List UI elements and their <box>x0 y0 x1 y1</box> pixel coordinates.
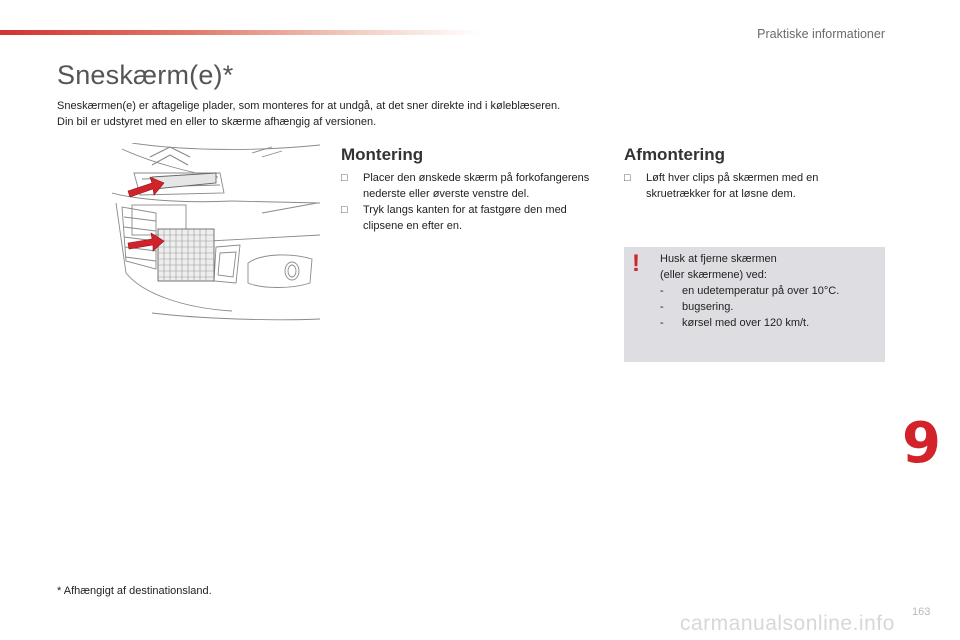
page-title: Sneskærm(e)* <box>57 60 234 90</box>
snow-screen-upper <box>152 173 216 189</box>
warning-item: - bugsering. <box>660 301 734 313</box>
exclamation-icon: ! <box>632 250 640 277</box>
warning-item-text: kørsel med over 120 km/t. <box>682 317 810 329</box>
chapter-number: 9 <box>902 411 941 476</box>
warning-item: - en udetemperatur på over 10°C. <box>660 285 840 297</box>
checkbox-icon: □ <box>341 172 348 184</box>
section-title-montering: Montering <box>341 145 424 164</box>
car-front-illustration <box>112 143 320 321</box>
header-section-title: Praktiske informationer <box>757 27 885 41</box>
intro-text <box>57 98 560 130</box>
warning-box <box>624 247 885 362</box>
watermark: carmanualsonline.info <box>680 612 895 635</box>
warning-text <box>660 251 839 331</box>
warning-item: - kørsel med over 120 km/t. <box>660 317 810 329</box>
warning-line: Husk at fjerne skærmen <box>660 253 777 265</box>
warning-line: (eller skærmene) ved: <box>660 269 767 281</box>
snow-screen-lower <box>158 229 214 281</box>
list-item-text: Løft hver clips på skærmen med en skruetrækker for at løsne dem. <box>646 172 819 200</box>
list-item-text: Tryk langs kanten for at fastgøre den med clipsene en efter en. <box>363 204 567 232</box>
warning-item-text: en udetemperatur på over 10°C. <box>682 285 840 297</box>
intro-line: Din bil er udstyret med en eller to skærme afhængig af versionen. <box>57 116 377 128</box>
intro-line: Sneskærmen(e) er aftagelige plader, som monteres for at undgå, at det sner direkte ind i køleblæseren. <box>57 100 561 112</box>
header-accent-bar <box>0 30 480 35</box>
footnote: * Afhængigt af destinationsland. <box>57 585 212 597</box>
list-item <box>341 202 606 234</box>
checkbox-icon: □ <box>341 204 348 216</box>
list-item <box>341 170 606 202</box>
afmontering-list <box>624 170 874 202</box>
montering-list <box>341 170 606 234</box>
checkbox-icon: □ <box>624 172 631 184</box>
list-item-text: Placer den ønskede skærm på forkofangerens nederste eller øverste venstre del. <box>363 172 590 200</box>
warning-item-text: bugsering. <box>682 301 734 313</box>
list-item <box>624 170 874 202</box>
page-number: 163 <box>912 606 931 618</box>
section-title-afmontering: Afmontering <box>624 145 726 164</box>
